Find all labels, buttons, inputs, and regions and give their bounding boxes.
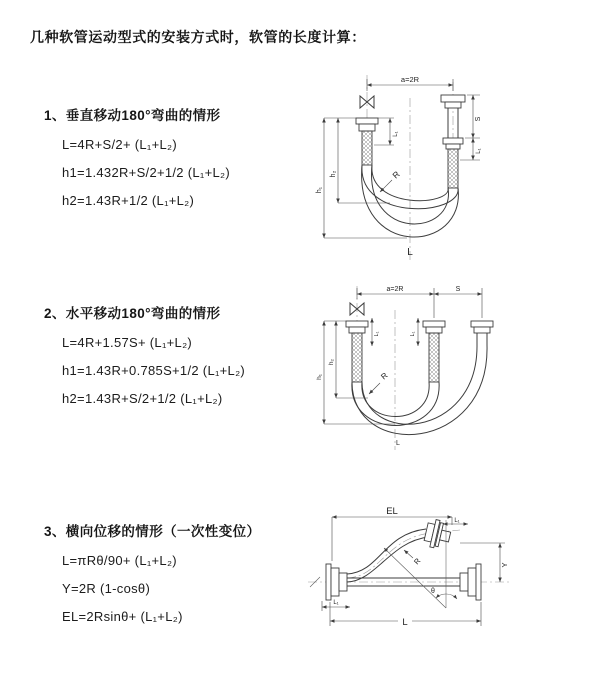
diagram-vertical-bend (310, 70, 600, 265)
section-3-formula-Y: Y=2R (1-cosθ) (62, 581, 151, 596)
dim-label-length: L (402, 617, 408, 628)
dim-label-y: Y (500, 562, 509, 568)
right-flange (471, 321, 493, 345)
section-1-formula-L: L=4R+S/2+ (L₁+L₂) (62, 137, 177, 152)
section-1-formula-h2: h2=1.43R+1/2 (L₁+L₂) (62, 193, 195, 208)
dim-label-h2: h₂ (330, 170, 337, 178)
dim-label-s: S (475, 116, 482, 122)
section-3-formula-EL: EL=2Rsinθ+ (L₁+L₂) (62, 609, 183, 624)
dim-label-l1-left: L₁ (393, 131, 399, 137)
dim-label-h1: h₁ (316, 374, 323, 380)
section-1-heading: 1、垂直移动180°弯曲的情形 (44, 108, 221, 123)
right-flange (460, 564, 481, 600)
displaced-hose (347, 529, 428, 582)
left-flange (326, 564, 347, 600)
section-2-formula-L: L=4R+1.57S+ (L₁+L₂) (62, 335, 193, 350)
section-3-formula-L: L=πRθ/90+ (L₁+L₂) (62, 553, 177, 568)
dim-label-a2r: a=2R (386, 286, 404, 293)
dim-label-el: EL (386, 506, 398, 517)
section-3 (44, 520, 260, 631)
dim-label-l1-top: L₁ (454, 518, 460, 524)
dim-label-a2r: a=2R (400, 75, 420, 84)
dim-label-length: L (407, 247, 413, 258)
tilted-flange (423, 518, 453, 551)
dim-label-radius: R (411, 556, 423, 567)
middle-flange (423, 321, 445, 382)
dim-label-radius: R (379, 370, 390, 382)
dimension-lines (324, 288, 482, 424)
left-flange (356, 118, 378, 165)
page-title: 几种软管运动型式的安装方式时，软管的长度计算： (30, 29, 366, 45)
dim-label-l1-mid: L₁ (410, 331, 416, 337)
dim-label-h1: h₁ (316, 186, 323, 194)
section-2-formula-h2: h2=1.43R+S/2+1/2 (L₁+L₂) (62, 391, 223, 406)
section-1 (44, 104, 230, 215)
section-2-formula-h1: h1=1.43R+0.785S+1/2 (L₁+L₂) (62, 363, 246, 378)
diagram-lateral-displacement (300, 503, 600, 648)
section-2-heading: 2、水平移动180°弯曲的情形 (44, 306, 221, 321)
section-1-formula-h1: h1=1.432R+S/2+1/2 (L₁+L₂) (62, 165, 230, 180)
dim-label-l1-bottom: L₁ (333, 600, 339, 606)
dim-label-length: L (396, 440, 400, 447)
left-flange (346, 321, 368, 382)
hose-curves (352, 345, 487, 435)
centerlines (367, 75, 453, 262)
dim-label-l1-left: L₁ (374, 331, 380, 337)
section-3-heading: 3、横向位移的情形（一次性变位） (44, 524, 261, 539)
right-flange (441, 95, 465, 188)
dim-label-l1-right: L₁ (476, 148, 482, 154)
dim-label-s: S (455, 286, 461, 293)
dim-label-theta: θ (431, 588, 435, 595)
dim-label-h2: h₂ (328, 358, 335, 366)
section-2 (44, 302, 245, 413)
dim-label-radius: R (390, 169, 402, 181)
diagram-horizontal-bend (310, 282, 600, 454)
